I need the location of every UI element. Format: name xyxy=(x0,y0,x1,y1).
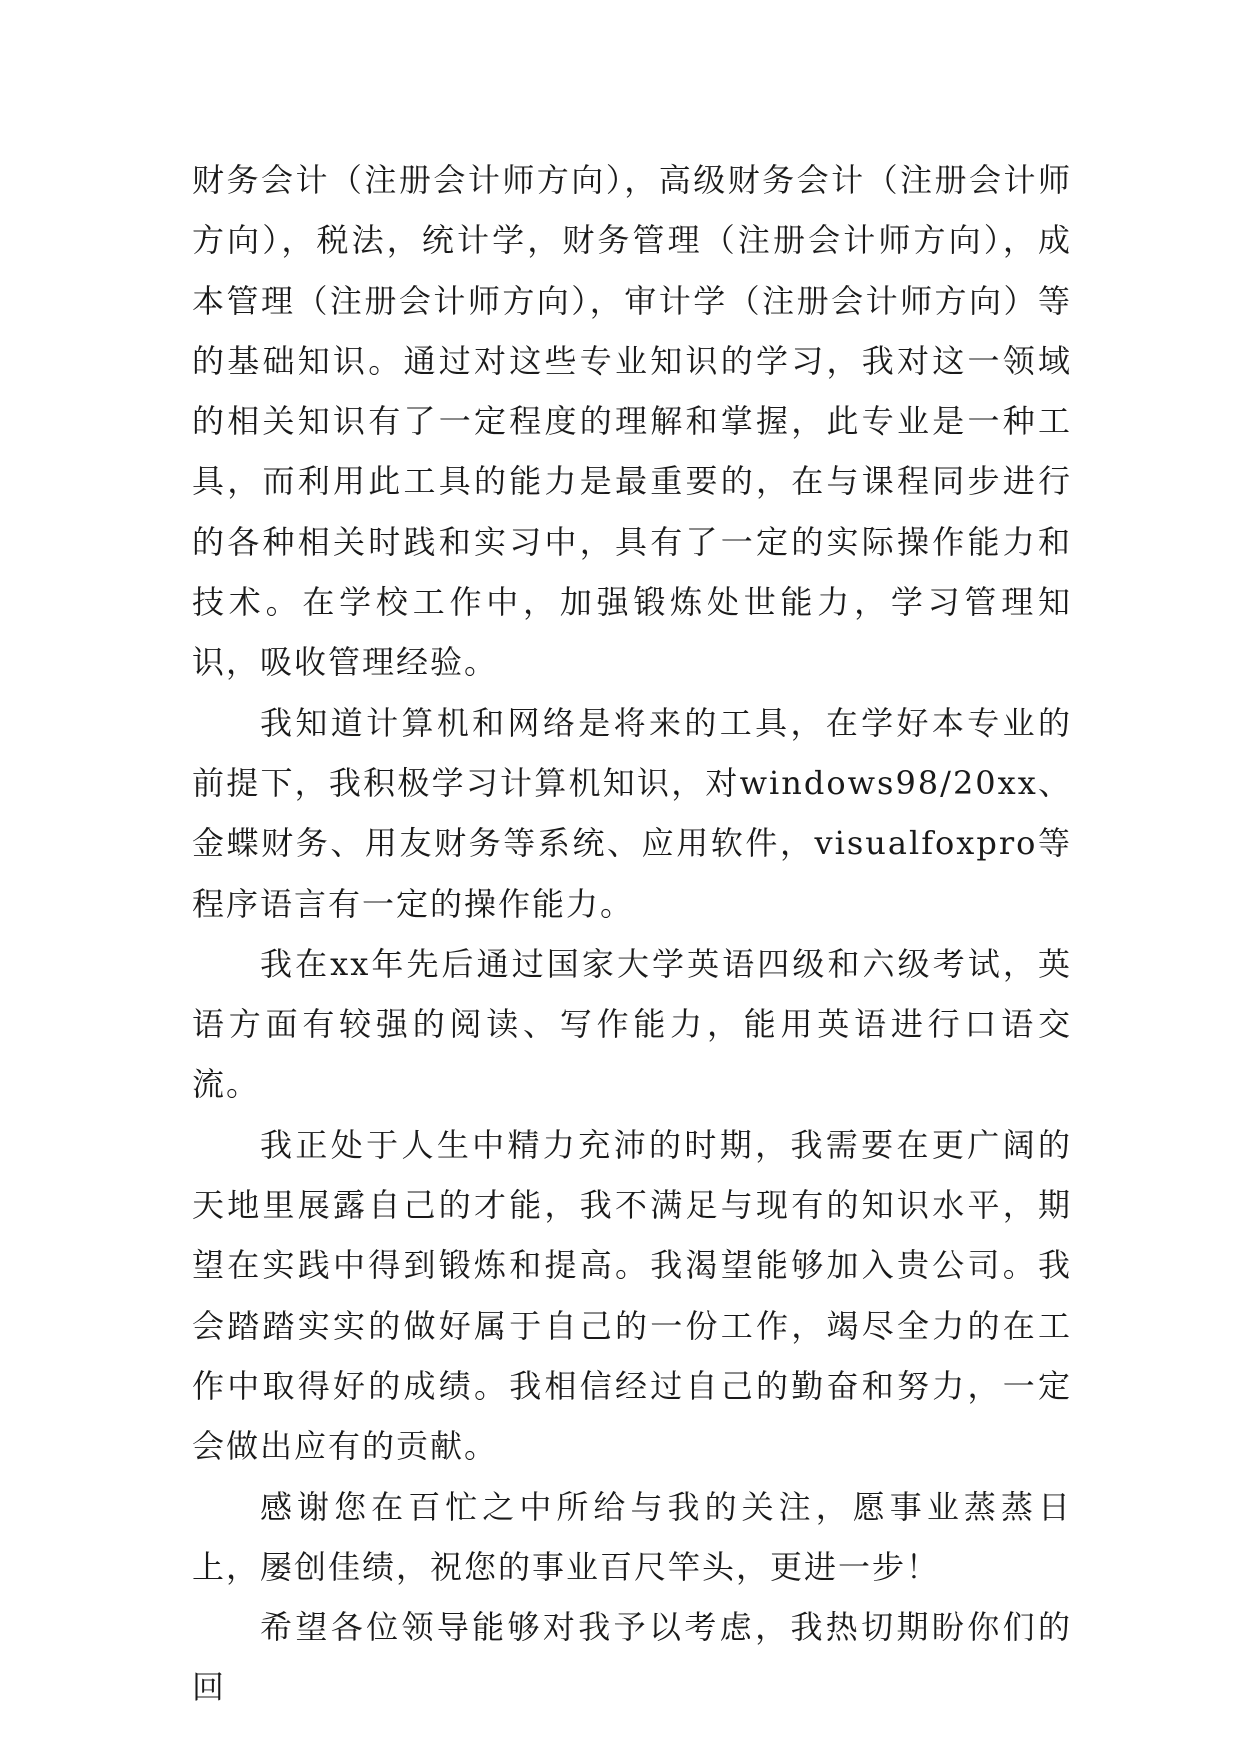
paragraph-computer-skills: 我知道计算机和网络是将来的工具，在学好本专业的前提下，我积极学习计算机知识，对windows98/20xx、金蝶财务、用友财务等系统、应用软件，visualfoxpro等程序语言有一定的操作能力。 xyxy=(192,703,1072,923)
paragraph-closing: 希望各位领导能够对我予以考虑，我热切期盼你们的回 xyxy=(192,1608,1072,1707)
paragraph-thanks: 感谢您在百忙之中所给与我的关注，愿事业蒸蒸日上，屡创佳绩，祝您的事业百尺竿头，更进一步！ xyxy=(192,1487,1072,1586)
document-body xyxy=(192,150,1072,1718)
paragraph-english-skills: 我在xx年先后通过国家大学英语四级和六级考试，英语方面有较强的阅读、写作能力，能用英语进行口语交流。 xyxy=(192,944,1072,1104)
paragraph-coursework: 财务会计（注册会计师方向），高级财务会计（注册会计师方向），税法，统计学，财务管理（注册会计师方向），成本管理（注册会计师方向），审计学（注册会计师方向）等的基础知识。通过对这些专业知识的学习，我对这一领域的相关知识有了一定程度的理解和掌握，此专业是一种工具，而利用此工具的能力是最重要的，在与课程同步进行的各种相关时践和实习中，具有了一定的实际操作能力和技术。在学校工作中，加强锻炼处世能力，学习管理知识，吸收管理经验。 xyxy=(192,161,1072,682)
paragraph-aspiration: 我正处于人生中精力充沛的时期，我需要在更广阔的天地里展露自己的才能，我不满足与现有的知识水平，期望在实践中得到锻炼和提高。我渴望能够加入贵公司。我会踏踏实实的做好属于自己的一份工作，竭尽全力的在工作中取得好的成绩。我相信经过自己的勤奋和努力，一定会做出应有的贡献。 xyxy=(192,1125,1072,1466)
